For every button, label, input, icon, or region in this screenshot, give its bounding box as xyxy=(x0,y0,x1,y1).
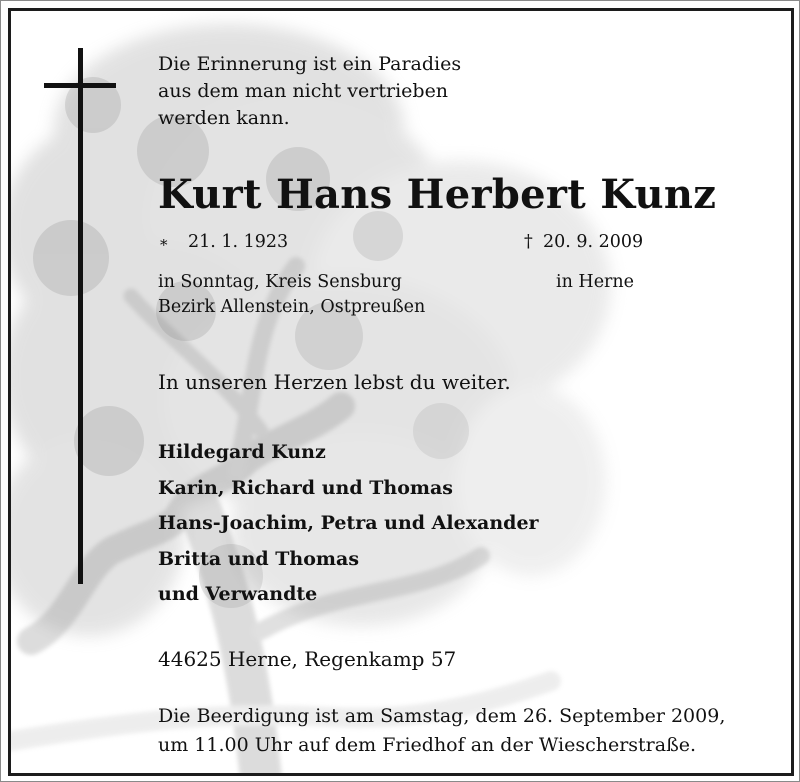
birth-place xyxy=(158,270,425,320)
death-place: in Herne xyxy=(556,272,635,292)
family-member: und Verwandte xyxy=(158,583,318,605)
family-member: Karin, Richard und Thomas xyxy=(158,476,453,499)
quote-line: aus dem man nicht vertrieben xyxy=(158,80,449,102)
death-cross-icon: † xyxy=(524,232,533,252)
deceased-name: Kurt Hans Herbert Kunz xyxy=(158,171,717,218)
death-date: 20. 9. 2009 xyxy=(543,232,644,252)
funeral-line: Die Beerdigung ist am Samstag, dem 26. September 2009, xyxy=(158,705,726,727)
quote-line: Die Erinnerung ist ein Paradies xyxy=(158,53,462,75)
funeral-line: um 11.00 Uhr auf dem Friedhof an der Wiescherstraße. xyxy=(158,734,697,756)
birth-date: 21. 1. 1923 xyxy=(188,232,289,252)
birth-place-line: Bezirk Allenstein, Ostpreußen xyxy=(158,297,426,317)
funeral-details xyxy=(158,702,725,760)
family-member: Britta und Thomas xyxy=(158,547,360,570)
obituary-notice xyxy=(8,8,794,776)
memorial-quote xyxy=(158,51,461,132)
birth-place-line: in Sonntag, Kreis Sensburg xyxy=(158,272,402,292)
family-member: Hildegard Kunz xyxy=(158,441,326,463)
family-member: Hans-Joachim, Petra und Alexander xyxy=(158,512,539,534)
quote-line: werden kann. xyxy=(158,107,290,129)
cross-icon xyxy=(78,48,83,584)
family-list xyxy=(158,435,539,613)
birth-star-icon: * xyxy=(160,236,168,254)
cross-icon-bar xyxy=(44,83,116,88)
memorial-motto: In unseren Herzen lebst du weiter. xyxy=(158,370,511,394)
family-address: 44625 Herne, Regenkamp 57 xyxy=(158,647,457,671)
